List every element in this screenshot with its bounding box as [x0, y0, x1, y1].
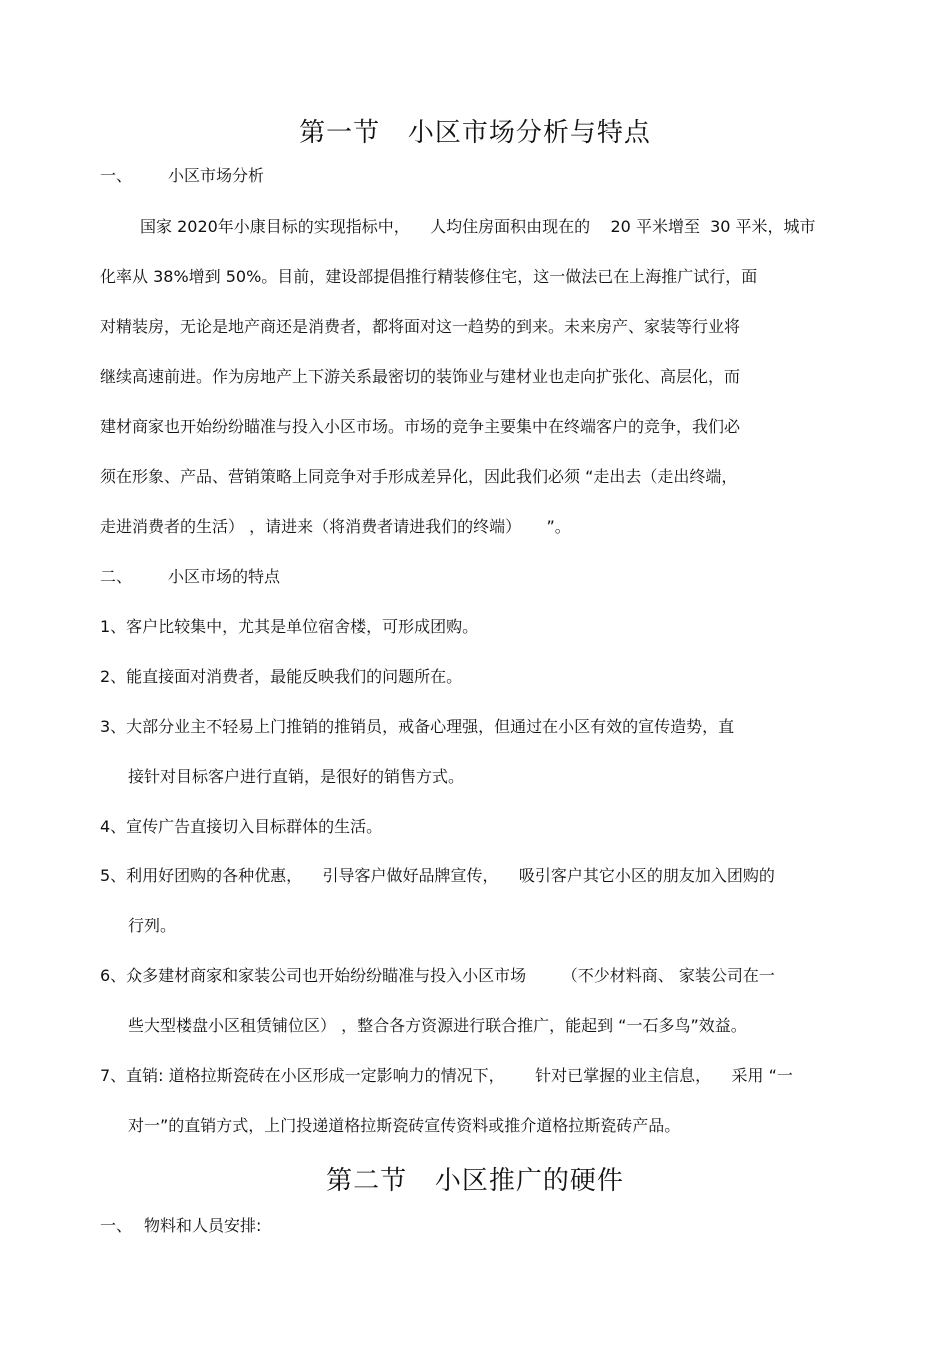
list-item: 2、能直接面对消费者，最能反映我们的问题所在。	[100, 667, 463, 686]
subsection-1-number: 一、	[100, 166, 133, 185]
list-item-continuation: 些大型楼盘小区租赁铺位区） ，整合各方资源进行联合推广，能起到 “一石多鸟”效益。	[128, 1016, 747, 1035]
paragraph-line: 继续高速前进。作为房地产上下游关系最密切的装饰业与建材业也走向扩张化、高层化，而	[100, 367, 741, 386]
list-item-continuation: 对一”的直销方式，上门投递道格拉斯瓷砖宣传资料或推介道格拉斯瓷砖产品。	[128, 1116, 681, 1135]
list-item: 7、直销: 道格拉斯瓷砖在小区形成一定影响力的情况下， 针对已掌握的业主信息， 采用 “一	[100, 1066, 793, 1085]
list-item-continuation: 接针对目标客户进行直销，是很好的销售方式。	[128, 767, 465, 786]
list-item: 5、利用好团购的各种优惠， 引导客户做好品牌宣传， 吸引客户其它小区的朋友加入团购的	[100, 866, 775, 885]
section-2-subsection-1-title: 物料和人员安排:	[144, 1216, 262, 1235]
paragraph-line: 化率从 38%增到 50%。目前，建设部提倡推行精装修住宅，这一做法已在上海推广试行，面	[100, 267, 758, 286]
paragraph-line: 建材商家也开始纷纷瞄准与投入小区市场。市场的竞争主要集中在终端客户的竞争，我们必	[100, 417, 741, 436]
paragraph-line: 对精装房，无论是地产商还是消费者，都将面对这一趋势的到来。未来房产、家装等行业将	[100, 317, 741, 336]
section-2-subsection-1-number: 一、	[100, 1216, 133, 1235]
paragraph-line: 国家 2020年小康目标的实现指标中， 人均住房面积由现在的 20 平米增至 30 平米，城市	[140, 217, 816, 236]
paragraph-line: 走进消费者的生活） ，请进来（将消费者请进我们的终端） ”。	[100, 517, 571, 536]
list-item-continuation: 行列。	[128, 916, 177, 935]
paragraph-line: 须在形象、产品、营销策略上同竞争对手形成差异化，因此我们必须 “走出去（走出终端，	[100, 467, 738, 486]
list-item: 6、众多建材商家和家装公司也开始纷纷瞄准与投入小区市场 （不少材料商、 家装公司在一	[100, 966, 775, 985]
list-item: 3、大部分业主不轻易上门推销的推销员，戒备心理强，但通过在小区有效的宣传造势，直	[100, 717, 735, 736]
list-item: 1、客户比较集中，尤其是单位宿舍楼，可形成团购。	[100, 617, 479, 636]
section-1-title: 第一节 小区市场分析与特点	[299, 118, 651, 148]
section-2-title: 第二节 小区推广的硬件	[326, 1166, 624, 1196]
subsection-2-title: 小区市场的特点	[168, 567, 281, 586]
subsection-1-title: 小区市场分析	[168, 166, 265, 185]
list-item: 4、宣传广告直接切入目标群体的生活。	[100, 817, 383, 836]
subsection-2-number: 二、	[100, 567, 133, 586]
